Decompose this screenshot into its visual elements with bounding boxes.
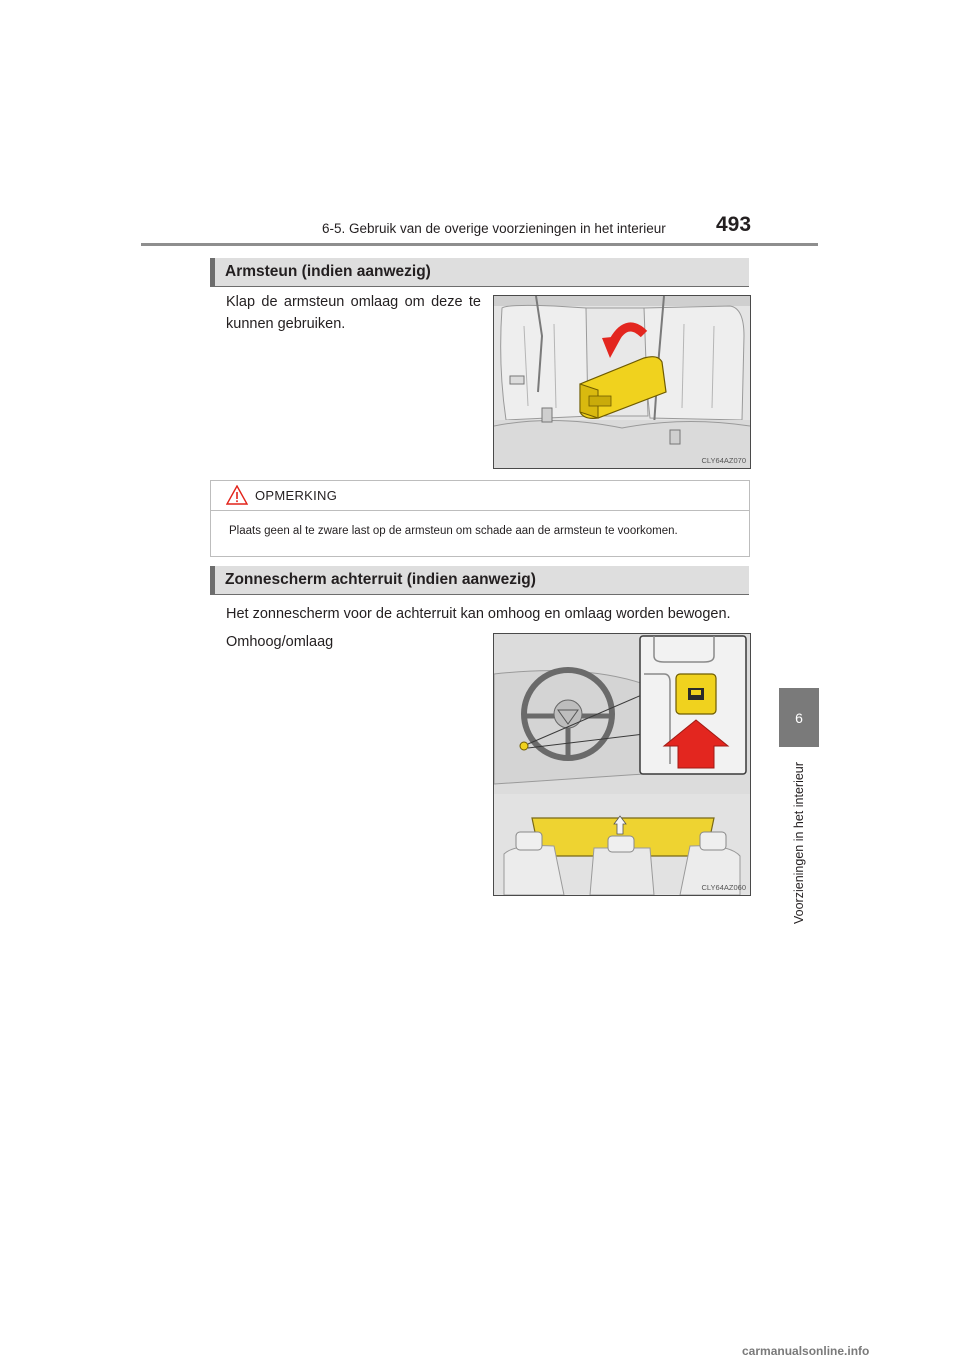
warning-triangle-icon <box>226 485 248 505</box>
running-header-title: 6-5. Gebruik van de overige voorzieningen in het interieur <box>322 221 666 236</box>
footer-watermark[interactable]: carmanualsonline.info <box>742 1344 870 1358</box>
sunshade-figure <box>493 633 751 896</box>
figure-code: CLY64AZ060 <box>701 883 746 892</box>
sunshade-description: Het zonnescherm voor de achterruit kan omhoog en omlaag worden bewogen. <box>226 606 731 622</box>
heading-accent-bar <box>210 258 215 286</box>
section-heading-text: Zonnescherm achterruit (indien aanwezig) <box>225 571 536 588</box>
section-heading-armrest <box>210 258 749 287</box>
armrest-illustration <box>494 296 750 468</box>
armrest-instruction: Klap de armsteun omlaag om deze te kunnen gebruiken. <box>226 294 481 332</box>
chapter-label: Voorzieningen in het interieur <box>792 762 806 924</box>
notice-box <box>210 480 750 557</box>
section-heading-sunshade <box>210 566 749 595</box>
notice-header <box>211 481 749 511</box>
notice-body: Plaats geen al te zware last op de armsteun om schade aan de armsteun te voorkomen. <box>229 525 678 537</box>
heading-accent-bar <box>210 566 215 594</box>
chapter-number: 6 <box>795 710 803 726</box>
section-heading-text: Armsteun (indien aanwezig) <box>225 263 431 280</box>
page-number: 493 <box>716 213 752 236</box>
sunshade-updown-label: Omhoog/omlaag <box>226 634 334 650</box>
sunshade-illustration <box>494 634 750 895</box>
figure-code: CLY64AZ070 <box>701 456 746 465</box>
header-rule <box>141 243 818 246</box>
notice-title: OPMERKING <box>255 488 338 503</box>
armrest-figure <box>493 295 751 469</box>
